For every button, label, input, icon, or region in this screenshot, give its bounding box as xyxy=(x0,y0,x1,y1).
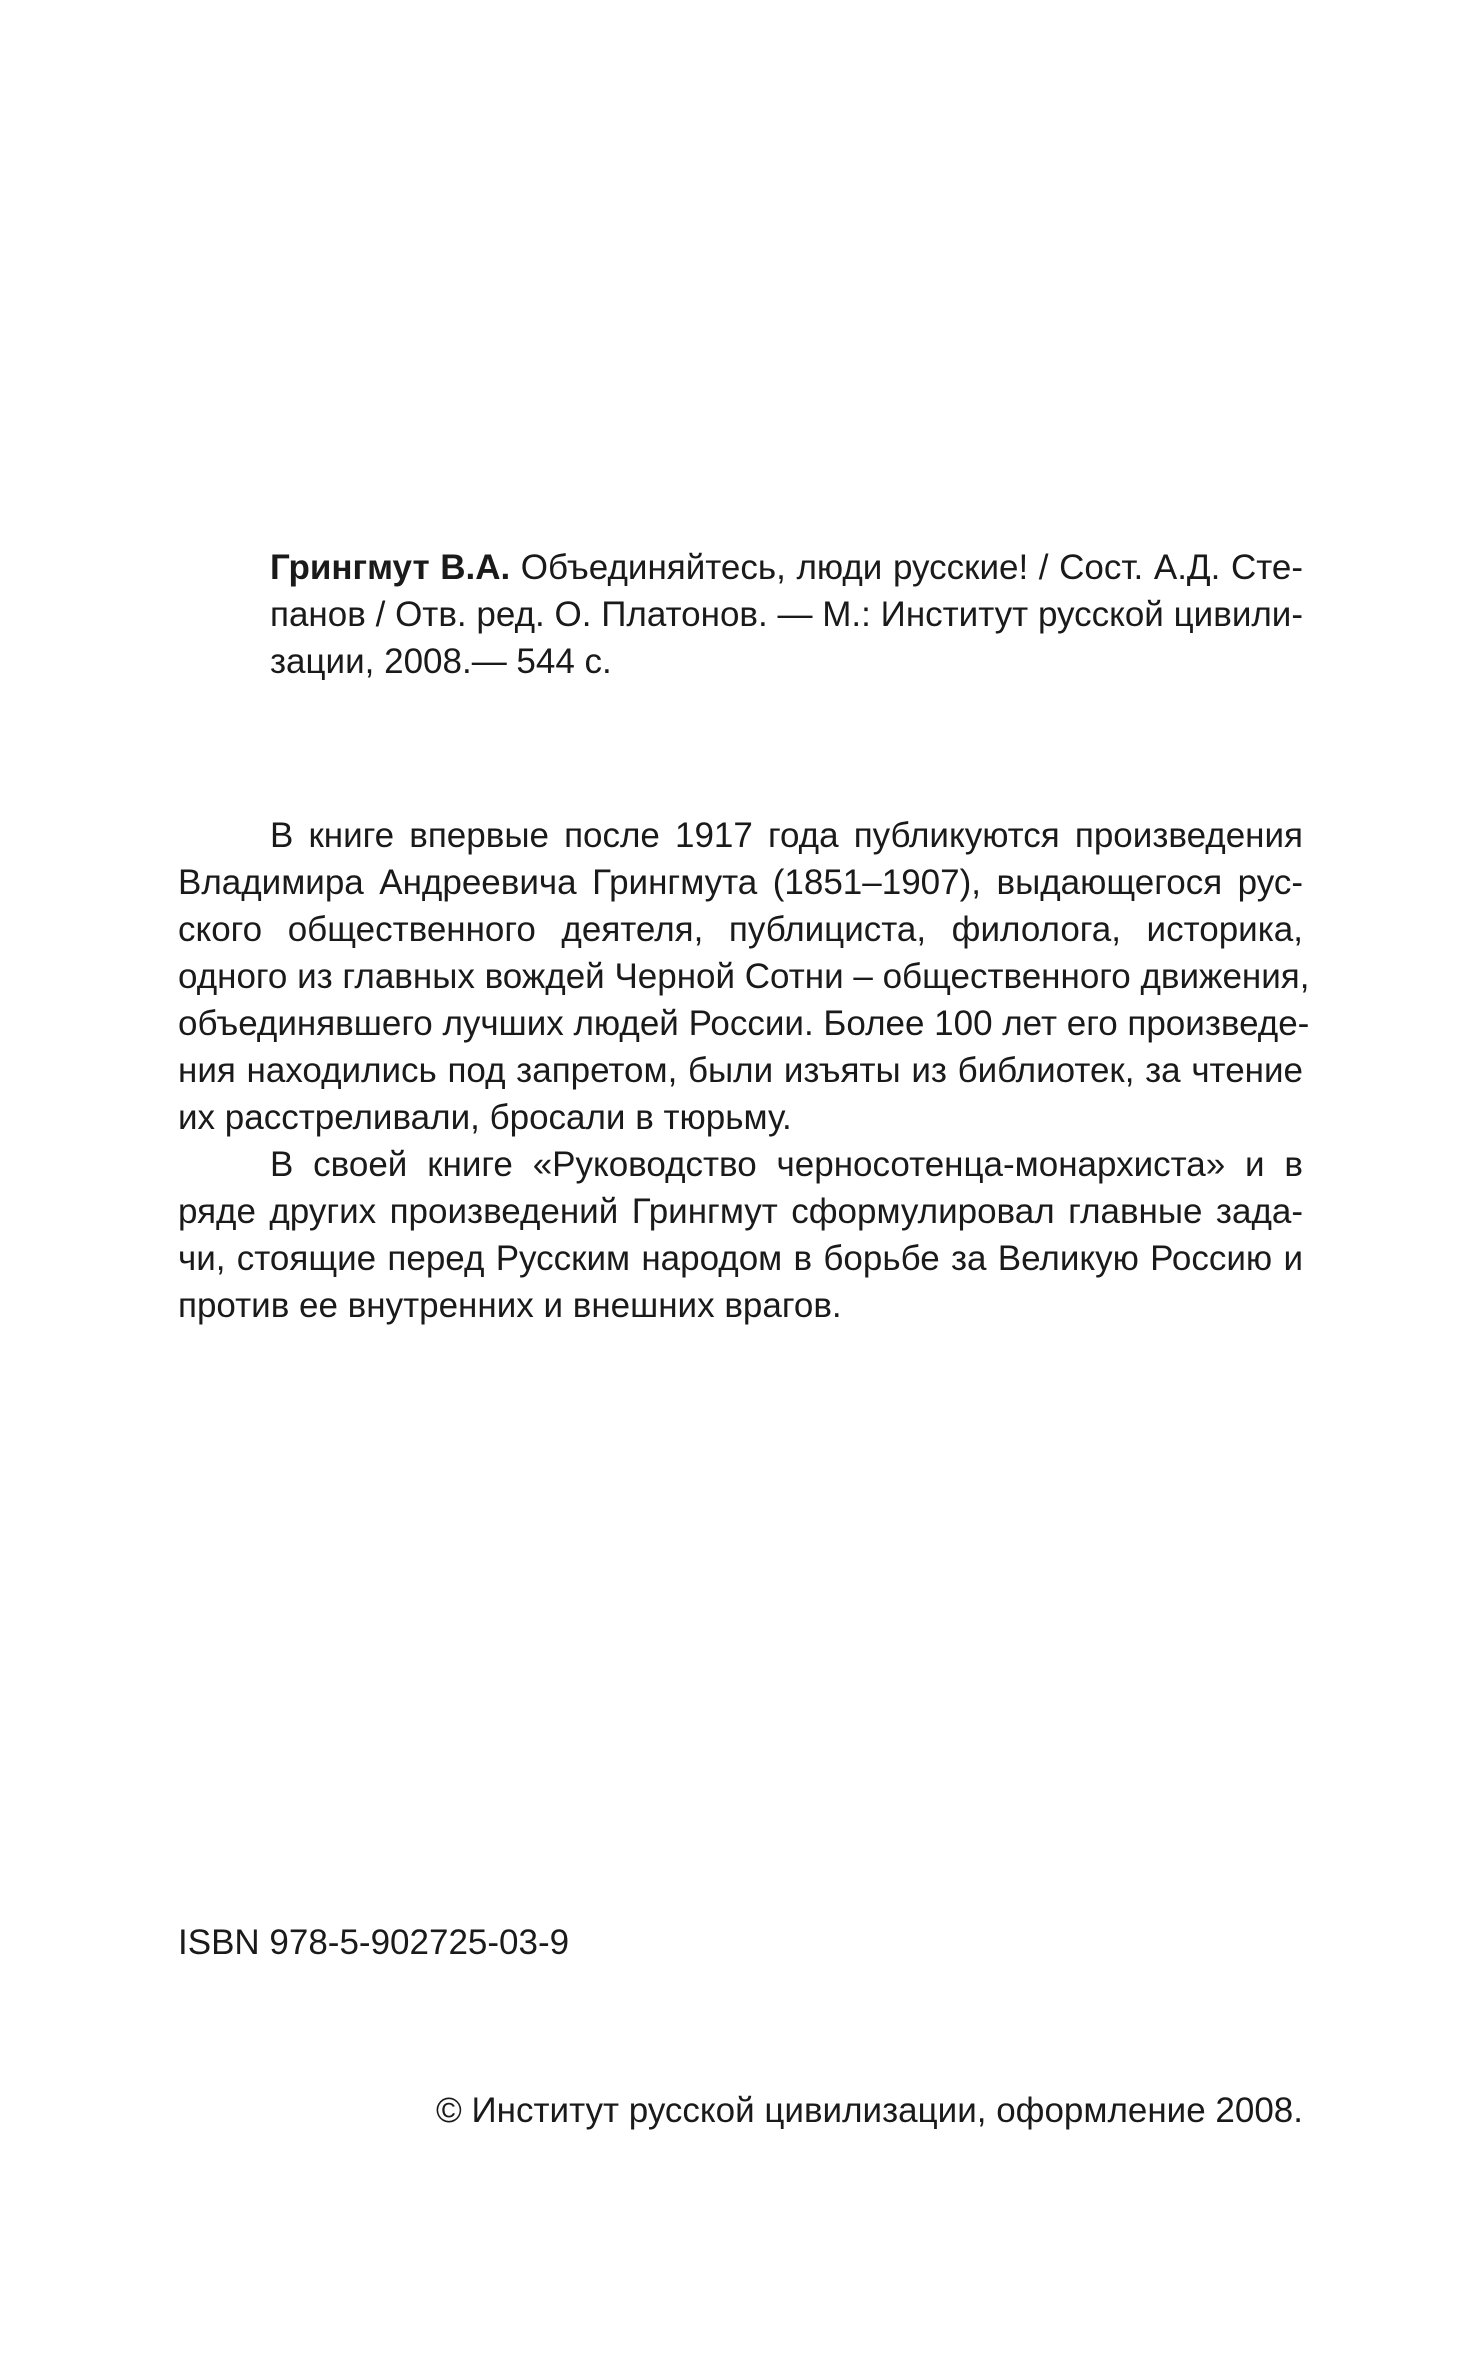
bibliographic-line-3: зации, 2008.— 544 с. xyxy=(270,642,612,681)
annotation-line: Владимира Андреевича Грингмута (1851–1907), выдающегося рус- xyxy=(178,863,1303,902)
annotation-line: объединявшего лучших людей России. Более 100 лет его произведе- xyxy=(178,1004,1310,1043)
author-name: Грингмут В.А. xyxy=(270,548,511,587)
annotation-line: ского общественного деятеля, публициста, филолога, историка, xyxy=(178,910,1303,949)
bibliographic-line-2: панов / Отв. ред. О. Платонов. — М.: Институт русской цивили- xyxy=(270,595,1303,634)
bibliographic-line-1 xyxy=(270,545,1303,591)
annotation-line: их расстреливали, бросали в тюрьму. xyxy=(178,1098,792,1137)
copyright-notice: © Институт русской цивилизации, оформление 2008. xyxy=(435,2091,1303,2130)
annotation-line: против ее внутренних и внешних врагов. xyxy=(178,1286,842,1325)
annotation-line: ния находились под запретом, были изъяты из библиотек, за чтение xyxy=(178,1051,1303,1090)
annotation-line: ряде других произведений Грингмут сформулировал главные зада- xyxy=(178,1192,1303,1231)
annotation-line: одного из главных вождей Черной Сотни – общественного движения, xyxy=(178,957,1310,996)
bibliographic-title: Объединяйтесь, люди русские! / Сост. А.Д. Сте- xyxy=(510,548,1303,587)
annotation-line: В книге впервые после 1917 года публикуются произведения xyxy=(270,816,1303,855)
isbn: ISBN 978-5-902725-03-9 xyxy=(178,1923,570,1962)
annotation-line: В своей книге «Руководство черносотенца-монархиста» и в xyxy=(270,1145,1303,1184)
annotation-line: чи, стоящие перед Русским народом в борьбе за Великую Россию и xyxy=(178,1239,1303,1278)
